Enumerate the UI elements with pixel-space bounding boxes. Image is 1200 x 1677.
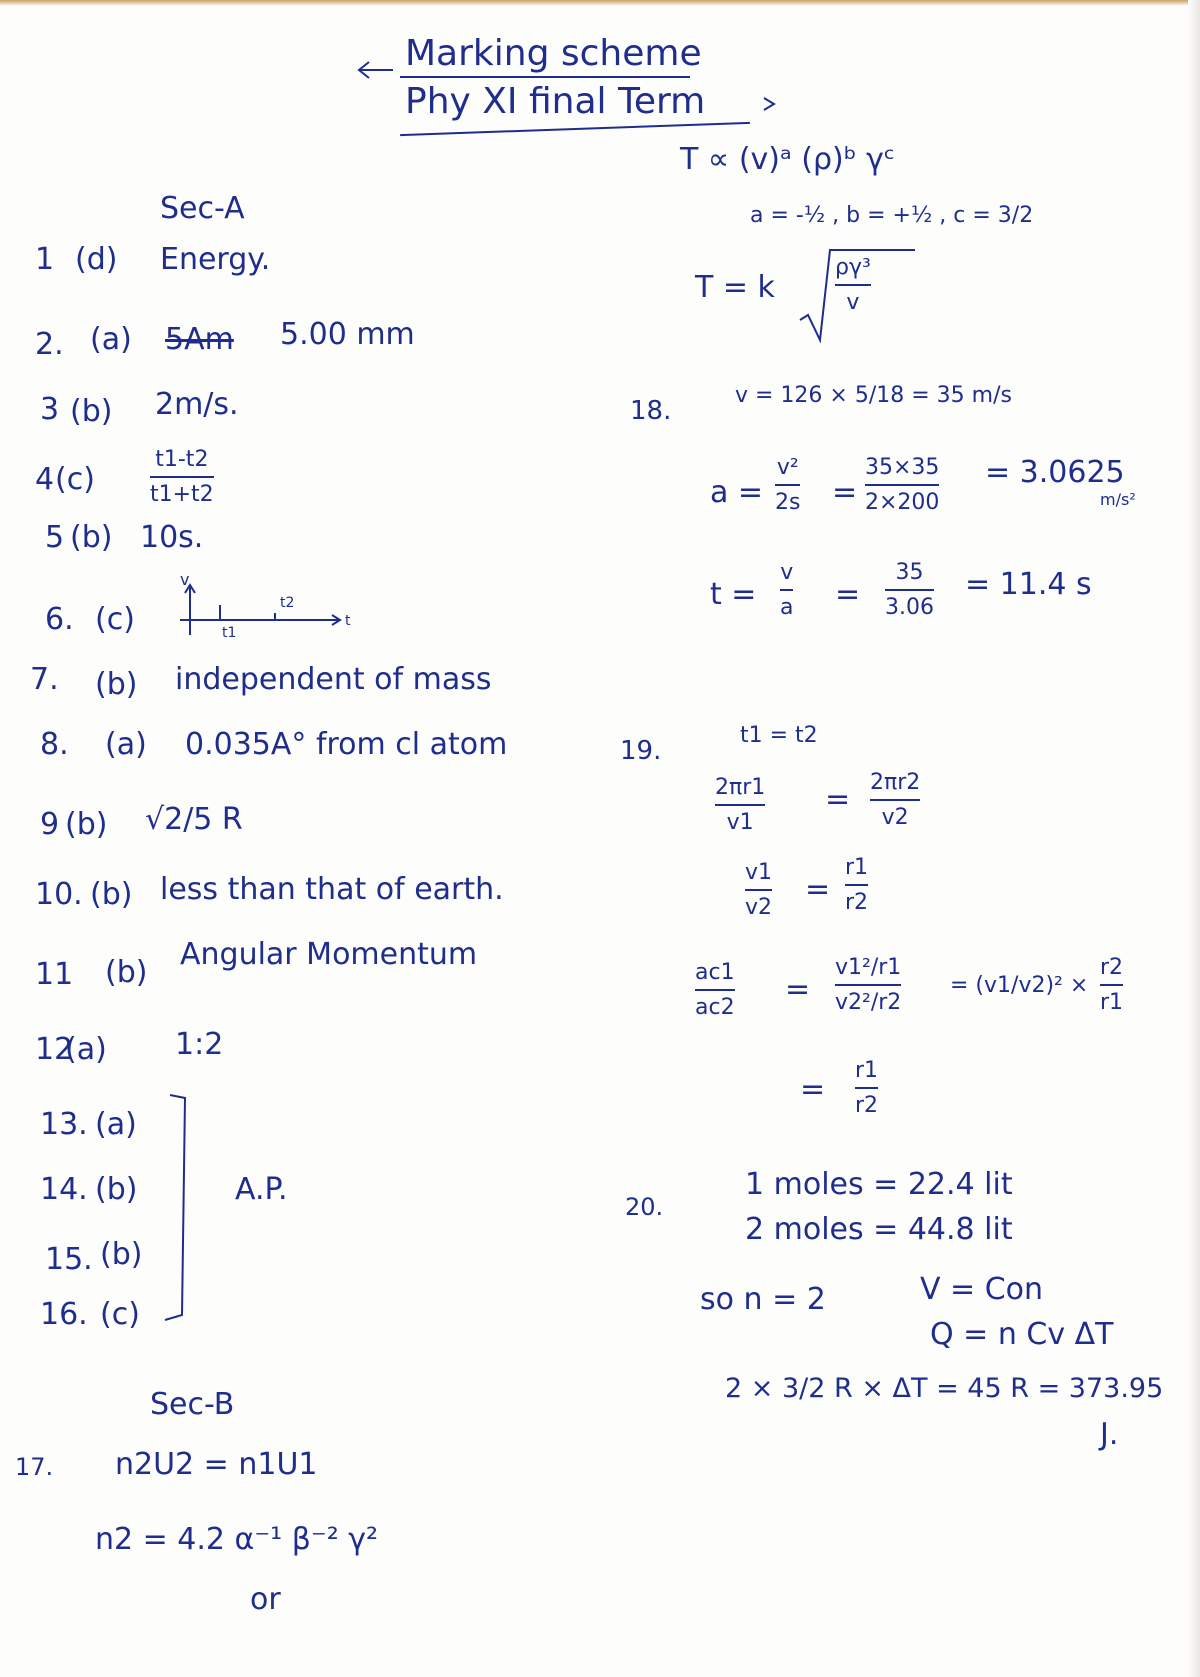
period-left-fraction	[715, 775, 765, 835]
equals-sign: =	[805, 872, 831, 907]
question-17-or: or	[250, 1582, 281, 1617]
fraction-bar	[885, 589, 934, 591]
fraction-bar	[870, 799, 920, 801]
question-20-line3: so n = 2	[700, 1282, 826, 1317]
graph-t1-label: t1	[222, 625, 237, 641]
answer-text: 5.00 mm	[280, 317, 415, 352]
answer-number: 15.	[45, 1242, 93, 1277]
answer-number: 11	[35, 957, 74, 992]
answer-number: 14.	[40, 1172, 88, 1207]
answer-option: (b)	[70, 394, 113, 429]
answer-number: 12	[35, 1032, 74, 1067]
fraction-bar	[775, 484, 800, 486]
dimension-result-lhs: T = k	[695, 270, 775, 305]
question-20-number: 20.	[625, 1193, 664, 1221]
answer-text: independent of mass	[175, 662, 492, 697]
fraction-numerator: 2πr2	[870, 770, 921, 795]
question-20-line2: 2 moles = 44.8 lit	[745, 1212, 1013, 1247]
fraction-denominator: 3.06	[885, 595, 934, 620]
period-right-fraction	[870, 770, 920, 830]
answer-text: Energy.	[160, 242, 271, 277]
question-20-line6: 2 × 3/2 R × ΔT = 45 R = 373.95	[725, 1373, 1164, 1404]
equals-sign: =	[835, 577, 861, 612]
equals-sign: =	[800, 1072, 826, 1107]
fraction-numerator: 2πr1	[715, 775, 766, 800]
fraction-numerator: r1	[855, 1058, 879, 1083]
fraction-numerator: v1²/r1	[835, 955, 902, 980]
time-lhs: t =	[710, 577, 757, 612]
paper-right-edge	[1188, 0, 1200, 1677]
fraction-bar	[150, 476, 214, 478]
header-title-line1: Marking scheme	[405, 33, 702, 74]
sec-a-title: Sec-A	[160, 191, 245, 226]
answer-text: 0.035A° from cl atom	[185, 727, 508, 762]
equals-sign: =	[832, 475, 858, 510]
answer-number: 1	[35, 242, 55, 277]
paper-top-edge	[0, 0, 1200, 6]
radical-numerator: ργ³	[835, 255, 871, 280]
answer-number: 8.	[40, 727, 69, 762]
question-17-line2: n2 = 4.2 α⁻¹ β⁻² γ²	[95, 1522, 379, 1557]
question-20-line1: 1 moles = 22.4 lit	[745, 1167, 1013, 1202]
fraction-numerator: r1	[845, 855, 869, 880]
answer-number: 13.	[40, 1107, 88, 1142]
centripetal-expression	[835, 955, 901, 1015]
fraction-denominator: t1+t2	[150, 482, 214, 507]
bracket-answer-label: A.P.	[235, 1172, 288, 1207]
centripetal-middle: = (v1/v2)² ×	[950, 973, 1089, 998]
graph-t-label: t	[345, 613, 351, 629]
answer-number: 7.	[30, 662, 59, 697]
answer-number: 5	[45, 520, 65, 555]
acceleration-substitution	[865, 455, 939, 515]
acceleration-unit: m/s²	[1100, 490, 1136, 509]
fraction-bar	[865, 484, 939, 486]
acceleration-result: = 3.0625	[985, 455, 1125, 490]
answer-number: 16.	[40, 1297, 88, 1332]
dimension-line1: T ∝ (v)ᵃ (ρ)ᵇ γᶜ	[680, 142, 895, 177]
acceleration-lhs: a =	[710, 475, 764, 510]
fraction-denominator: r2	[855, 1093, 879, 1118]
fraction-bar	[715, 804, 765, 806]
final-radius-ratio	[855, 1058, 878, 1118]
answer-option: (b)	[95, 1172, 138, 1207]
radius-ratio-inverse	[1100, 955, 1123, 1015]
acceleration-formula	[775, 455, 800, 515]
answer-option: (b)	[95, 667, 138, 702]
fraction-numerator: v1	[745, 860, 773, 885]
answer-option: (a)	[95, 1107, 137, 1142]
right-arrow-icon	[760, 94, 780, 114]
question-20-line4: V = Con	[920, 1272, 1044, 1307]
fraction-numerator: 35×35	[865, 455, 940, 480]
question-20-line5: Q = n Cv ΔT	[930, 1317, 1114, 1352]
fraction-bar	[855, 1087, 878, 1089]
fraction-bar	[835, 984, 901, 986]
question-20-unit: J.	[1100, 1417, 1119, 1452]
fraction-bar	[695, 989, 735, 991]
radical-fraction	[835, 255, 871, 315]
fraction-numerator: v	[780, 560, 794, 585]
fraction-bar	[745, 889, 772, 891]
answer-option: (b)	[70, 520, 113, 555]
answer-option: (c)	[55, 462, 95, 497]
header-underline-2	[400, 122, 750, 136]
time-substitution	[885, 560, 934, 620]
answer-text: Angular Momentum	[180, 937, 478, 972]
equals-sign: =	[825, 782, 851, 817]
answer-option: (b)	[100, 1237, 143, 1272]
fraction-numerator: v²	[776, 455, 799, 480]
fraction-denominator: a	[780, 595, 794, 620]
question-19-number: 19.	[620, 736, 662, 766]
struck-text: 5Am	[165, 322, 234, 357]
question-17-line1: n2U2 = n1U1	[115, 1447, 318, 1482]
fraction-bar	[780, 589, 793, 591]
fraction-denominator: 2s	[775, 490, 801, 515]
answer-number: 10.	[35, 877, 83, 912]
answer-option: (c)	[100, 1297, 140, 1332]
fraction-numerator: t1-t2	[155, 447, 209, 472]
left-arrow-icon	[355, 60, 395, 80]
fraction-bar	[845, 884, 868, 886]
answer-number: 9	[40, 807, 60, 842]
fraction-numerator: 35	[895, 560, 924, 585]
velocity-time-graph-icon	[180, 570, 360, 645]
sec-b-title: Sec-B	[150, 1387, 235, 1422]
fraction-denominator: ac2	[695, 995, 735, 1020]
fraction-numerator: r2	[1100, 955, 1124, 980]
question-17-number: 17.	[15, 1453, 54, 1481]
answer-number: 2.	[35, 327, 64, 362]
fraction-bar	[835, 284, 871, 286]
fraction-denominator: v1	[726, 810, 754, 835]
answer-text: less than that of earth.	[160, 872, 504, 907]
question-18-number: 18.	[630, 396, 672, 426]
answer-option: (b)	[105, 955, 148, 990]
answer-option: (b)	[65, 807, 108, 842]
answer-number: 4	[35, 462, 55, 497]
fraction-denominator: v2	[881, 805, 909, 830]
right-bracket-icon	[160, 1090, 200, 1330]
fraction-bar	[1100, 984, 1123, 986]
radical-denominator: v	[846, 290, 860, 315]
time-result: = 11.4 s	[965, 567, 1092, 602]
answer-option: (c)	[95, 602, 135, 637]
fraction-denominator: 2×200	[865, 490, 940, 515]
answer-number: 3	[40, 392, 60, 427]
fraction-denominator: r2	[845, 890, 869, 915]
centripetal-ratio	[695, 960, 735, 1020]
fraction-answer	[150, 447, 214, 507]
radius-ratio	[845, 855, 868, 915]
answer-text: 2m/s.	[155, 387, 239, 422]
answer-option: (d)	[75, 242, 118, 277]
answer-option: (b)	[90, 877, 133, 912]
answer-option: (a)	[65, 1032, 107, 1067]
question-19-line1: t1 = t2	[740, 723, 818, 748]
answer-number: 6.	[45, 602, 74, 637]
equals-sign: =	[785, 972, 811, 1007]
header-underline-1	[400, 76, 690, 78]
answer-option: (a)	[105, 727, 147, 762]
velocity-ratio	[745, 860, 772, 920]
answer-text: 10s.	[140, 520, 204, 555]
fraction-numerator: ac1	[695, 960, 735, 985]
question-18-line1: v = 126 × 5/18 = 35 m/s	[735, 383, 1012, 408]
answer-text: 1:2	[175, 1027, 224, 1062]
graph-v-label: v	[180, 570, 190, 589]
fraction-denominator: v2	[745, 895, 773, 920]
graph-t2-label: t2	[280, 595, 295, 611]
fraction-denominator: r1	[1100, 990, 1124, 1015]
fraction-denominator: v2²/r2	[835, 990, 902, 1015]
dimension-line2: a = -½ , b = +½ , c = 3/2	[750, 203, 1034, 228]
answer-text: √2/5 R	[145, 802, 243, 837]
header-title-line2: Phy XI final Term	[405, 81, 706, 122]
time-formula	[780, 560, 793, 620]
answer-option: (a)	[90, 322, 132, 357]
